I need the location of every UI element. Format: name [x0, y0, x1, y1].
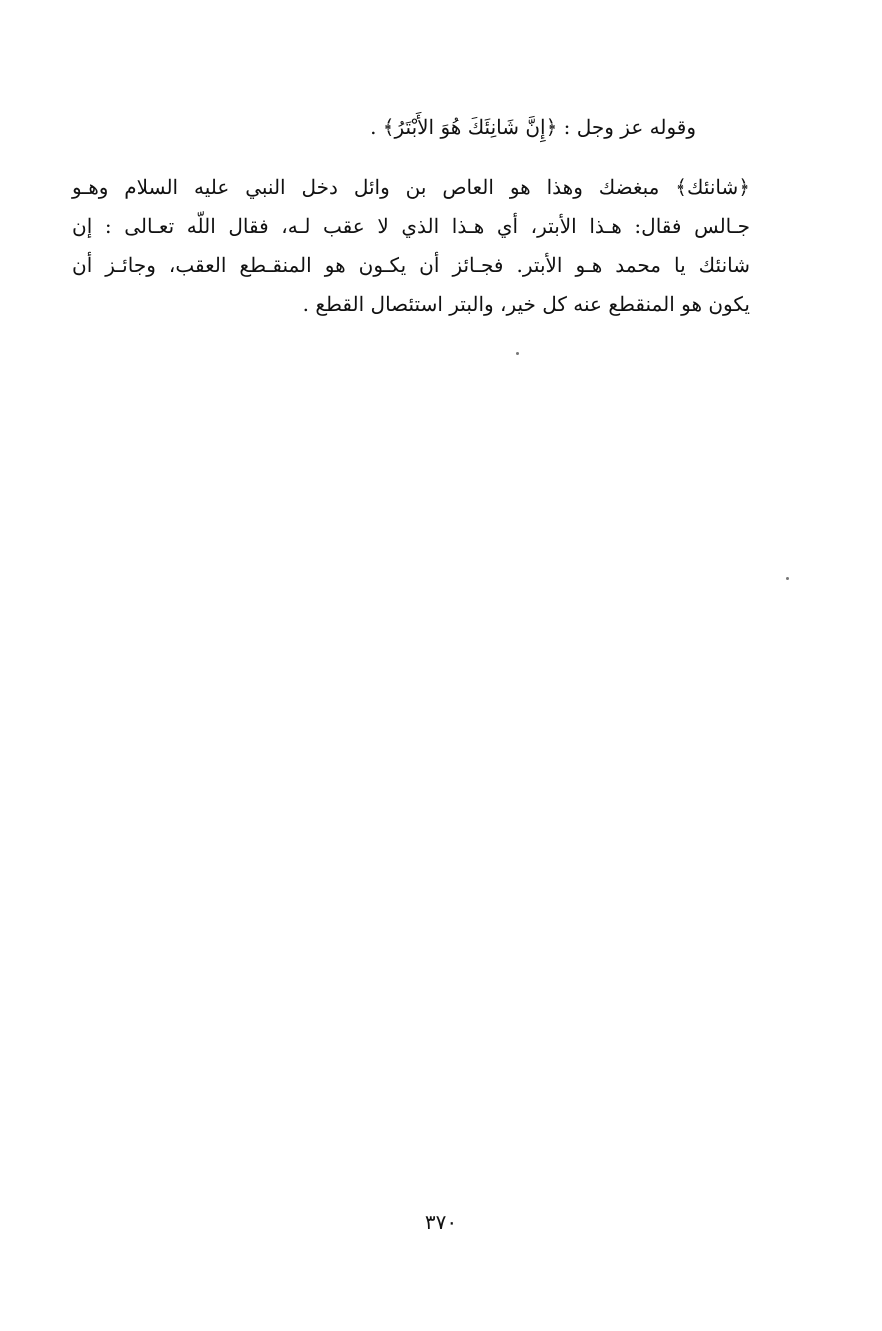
scan-speck: [516, 352, 519, 355]
verse-intro: وقوله عز وجل : ﴿إِنَّ شَانِئَكَ هُوَ الأَبْتَرُ﴾ .: [370, 115, 696, 139]
page-number: ٣٧٠: [424, 1210, 458, 1234]
commentary-line: شانئك يا محمد هـو الأبتر. فجـائز أن يكـون هو المنقـطع العقب، وجائـز أن: [72, 253, 750, 277]
scan-speck: [786, 577, 789, 580]
commentary-line: ﴿شانئك﴾ مبغضك وهذا هو العاص بن وائل دخل النبي عليه السلام وهـو: [72, 175, 750, 199]
commentary-line: يكون هو المنقطع عنه كل خير، والبتر استئصال القطع .: [302, 292, 750, 316]
commentary-line: جـالس فقال: هـذا الأبتر، أي هـذا الذي لا عقب لـه، فقال اللّه تعـالى : إن: [72, 214, 750, 238]
commentary-paragraph: [72, 168, 750, 324]
